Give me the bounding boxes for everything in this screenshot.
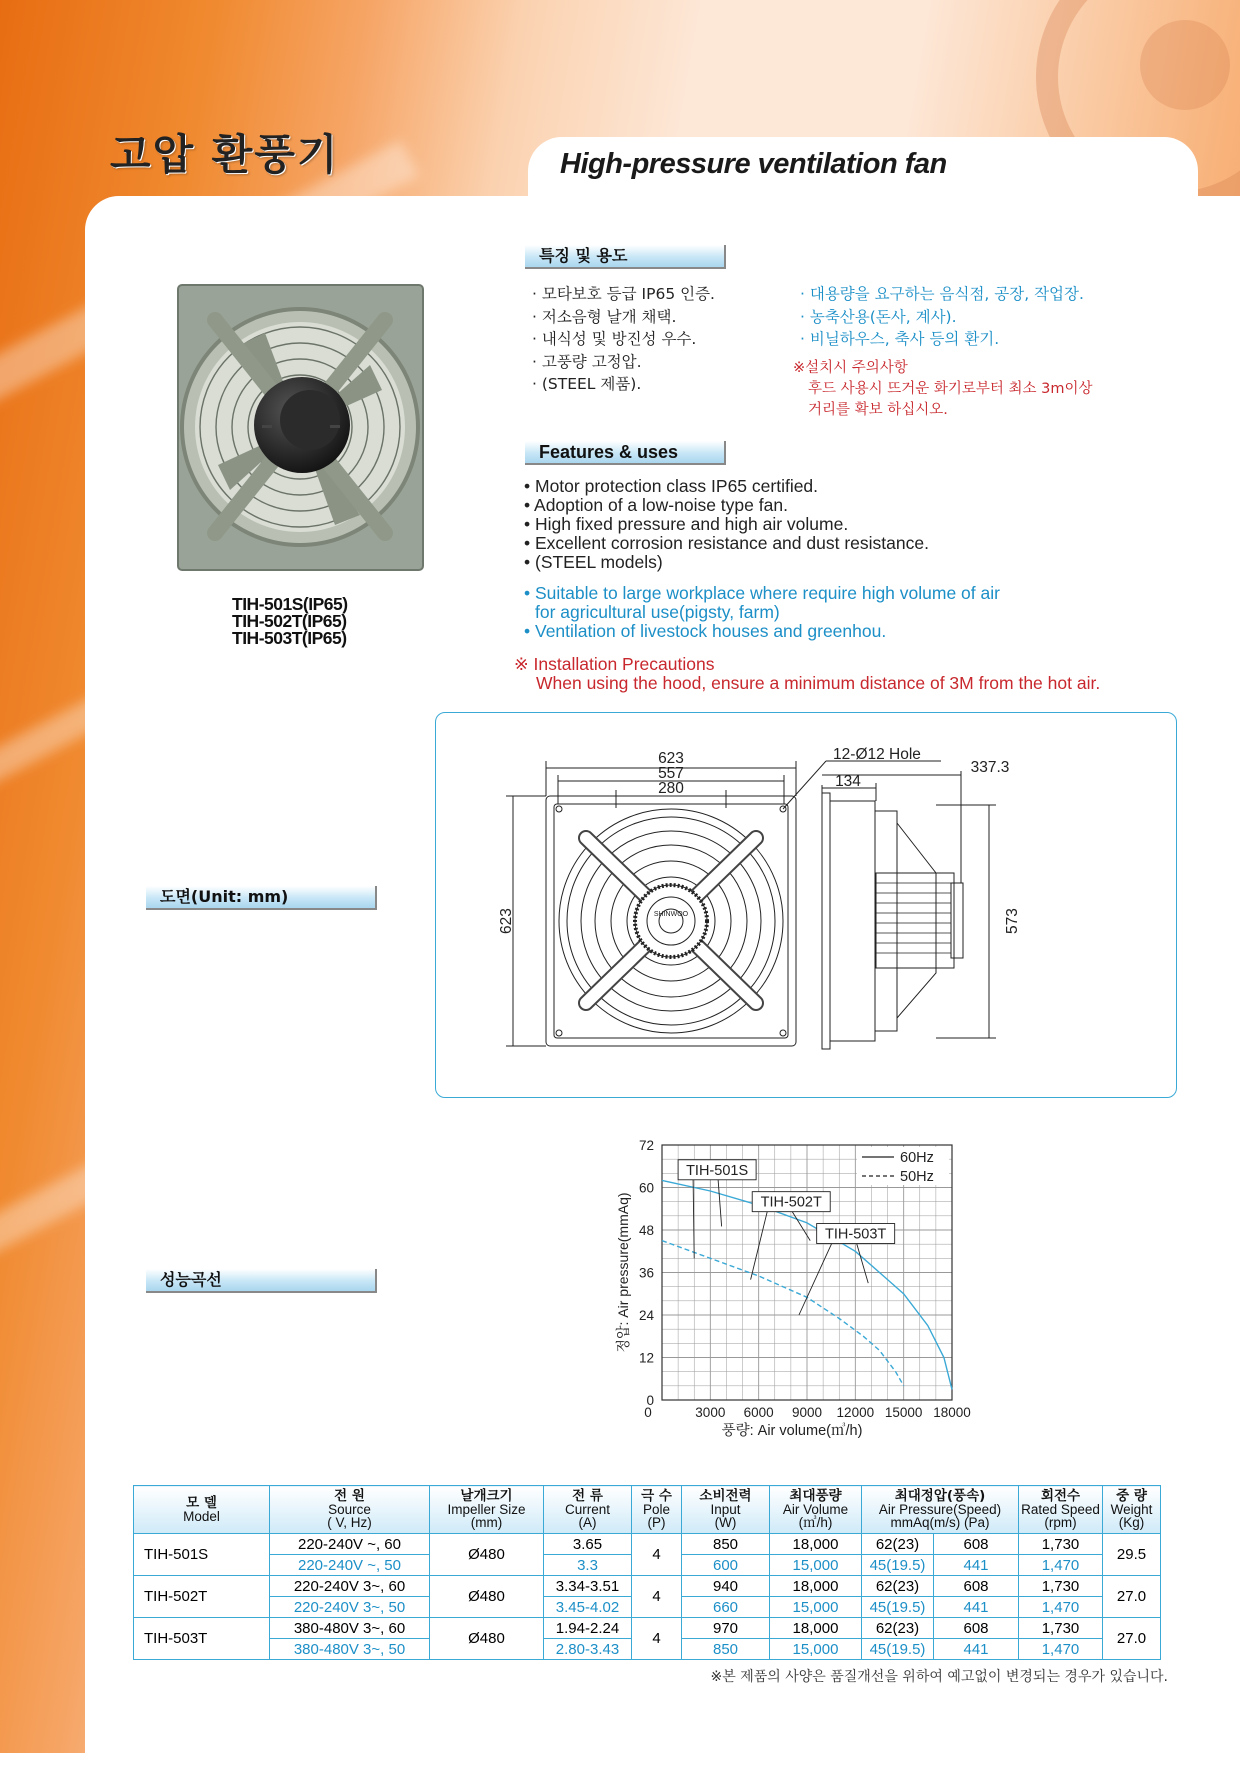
column-header: 극 수 Pole (P) — [632, 1486, 682, 1534]
legend-label: 60Hz — [900, 1150, 934, 1166]
page-title-korean: 고압 환풍기 — [110, 130, 340, 179]
warning-title: ※설치시 주의사항 — [793, 360, 908, 376]
cell: 660 — [682, 1597, 770, 1618]
cell: 27.0 — [1103, 1618, 1161, 1660]
page-title-english: High-pressure ventilation fan — [560, 148, 947, 180]
cell: 4 — [632, 1534, 682, 1576]
warning-title: ※ Installation Precautions — [514, 654, 715, 674]
annotation-leader — [718, 1180, 722, 1227]
y-tick-label: 0 — [646, 1393, 654, 1408]
annotation-label: TIH-501S — [686, 1162, 749, 1179]
y-axis-label: 정압: Air pressure(mmAq) — [615, 1192, 631, 1353]
dim-label: 573 — [1004, 908, 1021, 934]
cell: 45(19.5) — [862, 1639, 934, 1660]
y-tick-label: 72 — [638, 1138, 654, 1153]
column-header: 모 델 Model — [134, 1486, 270, 1534]
technical-drawing — [436, 713, 1174, 1095]
model-name: TIH-501S(IP65) — [232, 594, 348, 614]
x-tick-label: 3000 — [695, 1405, 726, 1420]
cell: 220-240V ~, 50 — [270, 1555, 430, 1576]
cell: 62(23) — [862, 1618, 934, 1639]
cell: 1.94-2.24 — [544, 1618, 632, 1639]
cell: 970 — [682, 1618, 770, 1639]
list-item: • High fixed pressure and high air volume. — [524, 514, 849, 534]
cell: Ø480 — [430, 1534, 544, 1576]
dim-label: 557 — [658, 765, 684, 782]
cell: 380-480V 3~, 50 — [270, 1639, 430, 1660]
dim-label: 280 — [658, 780, 684, 797]
cell: 3.45-4.02 — [544, 1597, 632, 1618]
list-item: • Suitable to large workplace where require high volume of air — [524, 583, 1000, 603]
cell: 441 — [934, 1555, 1019, 1576]
installation-warning-en — [514, 655, 1100, 693]
x-axis-label: 풍량: Air volume(㎥/h) — [721, 1423, 863, 1439]
cell: 45(19.5) — [862, 1597, 934, 1618]
cell: 1,730 — [1019, 1618, 1103, 1639]
brand-label: SHINWOO — [653, 911, 689, 918]
cell: 62(23) — [862, 1534, 934, 1555]
column-header: 날개크기 Impeller Size (mm) — [430, 1486, 544, 1534]
cell: 1,470 — [1019, 1639, 1103, 1660]
fan-logo-hub — [1140, 20, 1230, 110]
list-item: • Excellent corrosion resistance and dust resistance. — [524, 533, 929, 553]
section-header-performance: 성능곡선 — [146, 1269, 377, 1293]
model-list — [232, 596, 348, 647]
list-item: · 고풍량 고정압. — [532, 352, 642, 371]
table-header-row — [134, 1486, 1161, 1534]
annotation-label: TIH-502T — [760, 1194, 822, 1211]
cell: 15,000 — [770, 1639, 862, 1660]
table-row — [134, 1576, 1161, 1597]
x-tick-label: 6000 — [743, 1405, 774, 1420]
cell: 608 — [934, 1618, 1019, 1639]
cell: 600 — [682, 1555, 770, 1576]
cell: 2.80-3.43 — [544, 1639, 632, 1660]
list-item: · 비닐하우스, 축사 등의 환기. — [800, 330, 1000, 348]
cell: 608 — [934, 1576, 1019, 1597]
x-tick-label: 9000 — [791, 1405, 823, 1420]
y-tick-label: 36 — [638, 1265, 654, 1281]
warning-text: When using the hood, ensure a minimum distance of 3M from the hot air. — [536, 673, 1101, 693]
cell: 18,000 — [770, 1618, 862, 1639]
cell: Ø480 — [430, 1576, 544, 1618]
cell: 3.3 — [544, 1555, 632, 1576]
cell: 45(19.5) — [862, 1555, 934, 1576]
column-header: 전 류 Current (A) — [544, 1486, 632, 1534]
cell: 1,730 — [1019, 1534, 1103, 1555]
cell: 380-480V 3~, 60 — [270, 1618, 430, 1639]
list-item: · 대용량을 요구하는 음식점, 공장, 작업장. — [800, 285, 1084, 303]
cell-model: TIH-502T — [134, 1576, 270, 1618]
column-header: 최대풍량 Air Volume (㎥/h) — [770, 1486, 862, 1534]
cell: 15,000 — [770, 1555, 862, 1576]
x-tick-label: 15000 — [884, 1405, 923, 1420]
footnote: ※본 제품의 사양은 품질개선을 위하여 예고없이 변경되는 경우가 있습니다. — [710, 1669, 1168, 1685]
cell-model: TIH-501S — [134, 1534, 270, 1576]
dim-label: 623 — [498, 908, 515, 934]
dim-label: 12-Ø12 Hole — [833, 746, 921, 763]
cell: 850 — [682, 1534, 770, 1555]
section-header-drawing: 도면(Unit: mm) — [146, 886, 377, 910]
cell: 3.34-3.51 — [544, 1576, 632, 1597]
column-header: 전 원 Source ( V, Hz) — [270, 1486, 430, 1534]
list-item: for agricultural use(pigsty, farm) — [535, 602, 780, 622]
cell: 4 — [632, 1576, 682, 1618]
cell: 3.65 — [544, 1534, 632, 1555]
list-item: • Ventilation of livestock houses and greenhou. — [524, 621, 887, 641]
cell: 220-240V ~, 60 — [270, 1534, 430, 1555]
table-row — [134, 1618, 1161, 1639]
cell: 1,470 — [1019, 1597, 1103, 1618]
cell: 15,000 — [770, 1597, 862, 1618]
cell: 940 — [682, 1576, 770, 1597]
cell: 62(23) — [862, 1576, 934, 1597]
list-item: • Adoption of a low-noise type fan. — [524, 495, 788, 515]
model-name: TIH-502T(IP65) — [232, 611, 347, 631]
list-item: · 농축산용(돈사, 계사). — [800, 307, 957, 326]
uses-ko-list — [800, 283, 1084, 351]
list-item: · 저소음형 날개 채택. — [532, 307, 677, 326]
column-header: 회전수 Rated Speed (rpm) — [1019, 1486, 1103, 1534]
dim-label: 134 — [835, 773, 861, 790]
cell: 18,000 — [770, 1534, 862, 1555]
warning-text: 후드 사용시 뜨거운 화기로부터 최소 3m이상 — [808, 381, 1093, 397]
list-item: · (STEEL 제품). — [532, 375, 642, 393]
features-ko-list — [532, 283, 715, 396]
cell-model: TIH-503T — [134, 1618, 270, 1660]
cell: 27.0 — [1103, 1576, 1161, 1618]
cell: 441 — [934, 1597, 1019, 1618]
column-header: 최대정압(풍속) Air Pressure(Speed) mmAq(m/s) (Pa) — [862, 1486, 1019, 1534]
cell: 850 — [682, 1639, 770, 1660]
cell: 220-240V 3~, 50 — [270, 1597, 430, 1618]
cell: 4 — [632, 1618, 682, 1660]
installation-warning-ko — [793, 358, 1093, 421]
y-tick-label: 60 — [638, 1180, 654, 1196]
cell: 441 — [934, 1639, 1019, 1660]
spec-table — [133, 1485, 1161, 1660]
annotation-leader — [799, 1244, 832, 1315]
list-item: • (STEEL models) — [524, 552, 663, 572]
model-name: TIH-503T(IP65) — [232, 628, 347, 648]
section-header-features-en: Features & uses — [525, 441, 726, 465]
list-item: • Motor protection class IP65 certified. — [524, 476, 819, 496]
x-tick-label: 0 — [644, 1405, 652, 1420]
section-header-features-ko: 특징 및 용도 — [525, 245, 726, 269]
annotation-label: TIH-503T — [825, 1226, 887, 1243]
y-tick-label: 24 — [638, 1308, 654, 1323]
y-tick-label: 48 — [638, 1223, 654, 1238]
dim-label: 623 — [658, 750, 684, 767]
dim-label: 337.3 — [970, 759, 1010, 776]
features-en-list — [524, 477, 929, 572]
cell: 1,730 — [1019, 1576, 1103, 1597]
column-header: 소비전력 Input (W) — [682, 1486, 770, 1534]
x-tick-label: 18000 — [933, 1405, 971, 1420]
warning-text: 거리를 확보 하십시오. — [808, 402, 948, 418]
annotation-leader — [857, 1244, 869, 1284]
list-item: · 모타보호 등급 IP65 인증. — [532, 285, 715, 303]
legend-label: 50Hz — [900, 1169, 934, 1185]
cell: 29.5 — [1103, 1534, 1161, 1576]
cell: 608 — [934, 1534, 1019, 1555]
performance-chart — [612, 1135, 992, 1440]
cell: 18,000 — [770, 1576, 862, 1597]
column-header: 중 량 Weight (Kg) — [1103, 1486, 1161, 1534]
cell: 1,470 — [1019, 1555, 1103, 1576]
cell: Ø480 — [430, 1618, 544, 1660]
cell: 220-240V 3~, 60 — [270, 1576, 430, 1597]
table-row — [134, 1534, 1161, 1555]
list-item: · 내식성 및 방진성 우수. — [532, 330, 697, 348]
y-tick-label: 12 — [638, 1350, 654, 1366]
uses-en-list — [524, 584, 1000, 641]
fan-product-photo — [170, 275, 430, 575]
x-tick-label: 12000 — [836, 1405, 875, 1420]
